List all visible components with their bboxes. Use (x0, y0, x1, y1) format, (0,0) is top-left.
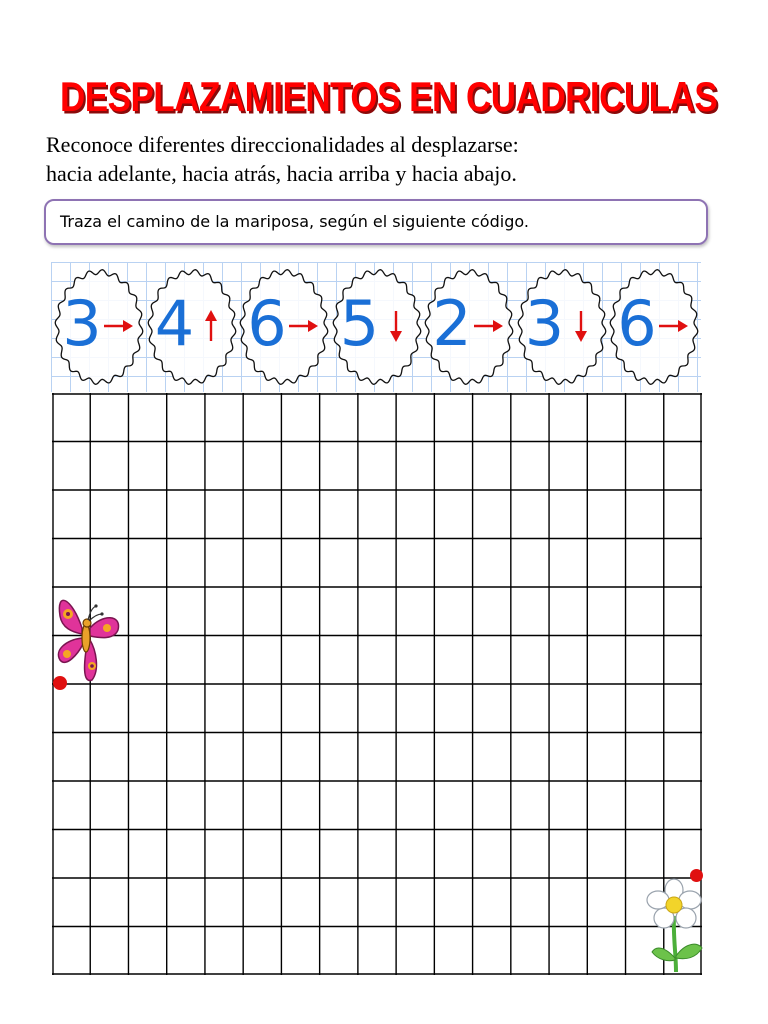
arrow-right-icon (656, 309, 690, 343)
intro-text (46, 130, 726, 188)
arrow-down-icon (564, 309, 598, 343)
code-step-badge (606, 262, 702, 392)
code-step-badge (236, 262, 332, 392)
code-step-number: 2 (432, 287, 472, 360)
code-step-number: 3 (62, 287, 102, 360)
code-strip (51, 262, 701, 392)
instruction-box (44, 199, 708, 245)
arrow-right-icon (286, 309, 320, 343)
code-step-badge (421, 262, 517, 392)
code-step-number: 6 (247, 287, 287, 360)
arrow-right-icon (471, 309, 505, 343)
code-step-number: 3 (524, 287, 565, 360)
worksheet-title: DESPLAZAMIENTOS EN CUADRICULAS (60, 74, 718, 121)
butterfly-icon (52, 588, 124, 686)
code-step-number: 4 (154, 287, 195, 360)
arrow-right-icon (101, 309, 135, 343)
daisy-flower-icon (646, 876, 706, 974)
arrow-down-icon (379, 309, 413, 343)
instruction-text: Traza el camino de la mariposa, según el siguiente código. (60, 212, 529, 231)
intro-line-1: Reconoce diferentes direccionalidades al desplazarse: (46, 132, 519, 157)
code-step-number: 5 (339, 287, 380, 360)
code-step-badge (51, 262, 147, 392)
grid-lines (52, 393, 702, 975)
arrow-up-icon (194, 309, 228, 343)
code-step-badge (144, 262, 240, 392)
intro-line-2: hacia adelante, hacia atrás, hacia arriba y hacia abajo. (46, 161, 517, 186)
code-step-badge (514, 262, 610, 392)
code-step-badge (329, 262, 425, 392)
path-grid (52, 393, 702, 975)
code-step-number: 6 (617, 287, 657, 360)
